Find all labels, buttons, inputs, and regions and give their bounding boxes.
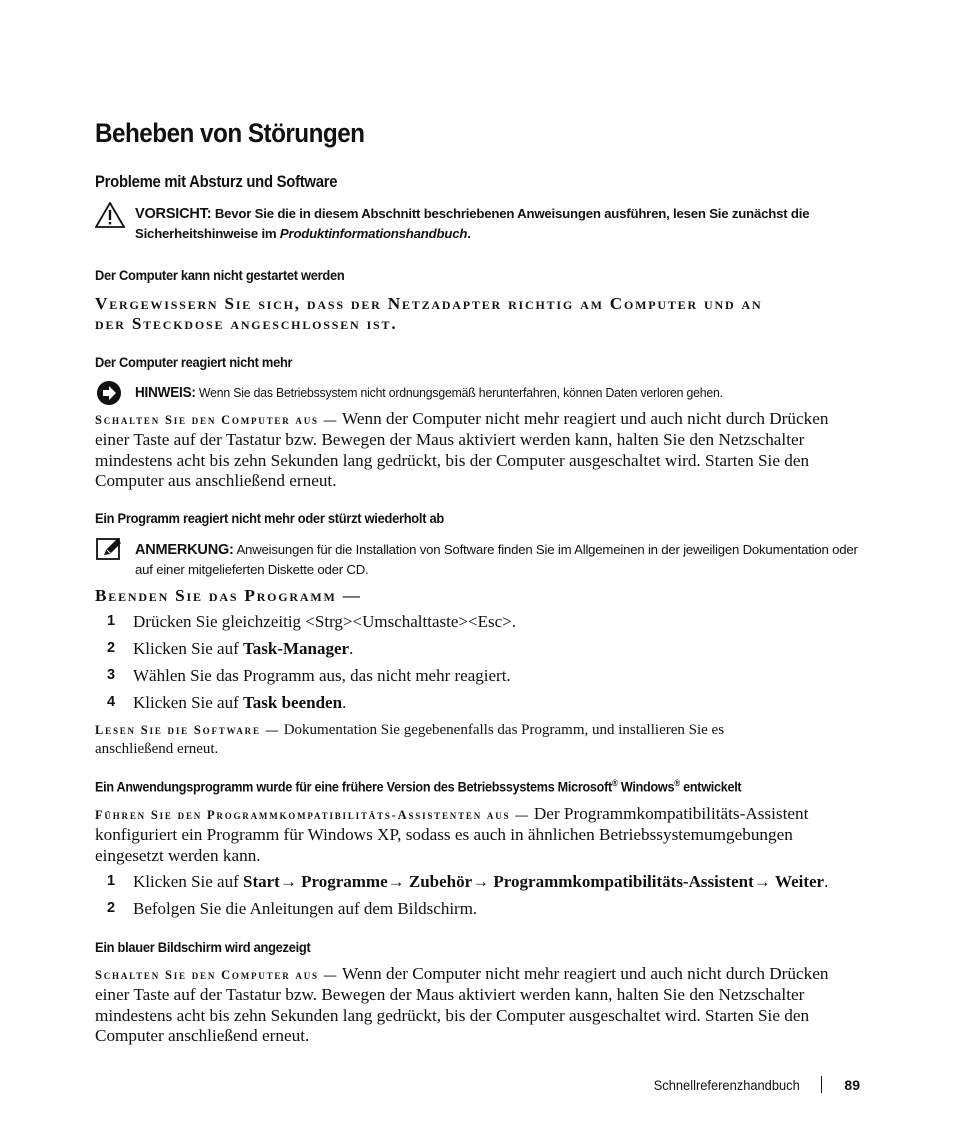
warning-triangle-icon (95, 202, 125, 228)
read-software-body: Lesen Sie die Software — Dokumentation Sie gegebenenfalls das Programm, und installieren Sie es anschließend erneut. (95, 722, 725, 757)
not-responding-lead: Schalten Sie den Computer aus — (95, 413, 339, 427)
notice-text: HINWEIS: Wenn Sie das Betriebssystem nicht ordnungsgemäß herunterfahren, können Daten verloren gehen. (135, 385, 723, 401)
pencil-note-icon (95, 537, 125, 563)
step-item: 2 Befolgen Sie die Anleitungen auf dem Bildschirm. (107, 899, 478, 918)
task-manager-label: Task-Manager (243, 639, 350, 658)
menu-path-next: Weiter (775, 872, 825, 891)
heading-not-responding: Der Computer reagiert nicht mehr (95, 354, 293, 370)
arrow-icon: → (472, 872, 490, 891)
footer-separator (821, 1076, 822, 1093)
menu-path-wizard: Programmkompatibilitäts-Assistent (493, 872, 754, 891)
footer-book-title: Schnellreferenzhandbuch (653, 1077, 800, 1093)
page-title: Beheben von Störungen (95, 118, 365, 148)
no-start-lead: Vergewissern Sie sich, dass der Netzadapter richtig am Computer und an der Steckdose angeschlossen ist. (95, 294, 763, 333)
heading-program-crash: Ein Programm reagiert nicht mehr oder stürzt wiederholt ab (95, 510, 445, 526)
arrow-icon: → (279, 872, 297, 891)
heading-no-start: Der Computer kann nicht gestartet werden (95, 267, 345, 283)
not-responding-body: Schalten Sie den Computer aus — Wenn der Computer nicht mehr reagiert und auch nicht durch Drücken einer Taste auf der Tastatur bzw. Bewegen der Maus aktiviert werden kann, halten Sie den Netzschalter mindestens acht bis zehn Sekunden lang gedrückt, bis der Computer ausgeschaltet wird. Starten Sie den Computer aus anschließend erneut. (95, 409, 829, 491)
menu-path-start: Start (243, 872, 280, 891)
caution-text: VORSICHT: Bevor Sie die in diesem Abschnitt beschriebenen Anweisungen ausführen, lesen Sie zunächst die Sicherheitshinweise im Produktinformationshandbuch. (135, 206, 810, 241)
compatibility-body: Führen Sie den Programmkompatibilitäts-Assistenten aus — Der Programmkompatibilitäts-Assistent konfiguriert ein Programm für Windows XP, sodass es auch in ähnlichen Betriebssystemumgebungen eingesetzt werden kann. (95, 804, 809, 865)
heading-compatibility: Ein Anwendungsprogramm wurde für eine frühere Version des Betriebssystems Microsoft® Windows® entwickelt (95, 778, 742, 795)
blue-screen-body: Schalten Sie den Computer aus — Wenn der Computer nicht mehr reagiert und auch nicht durch Drücken einer Taste auf der Tastatur bzw. Bewegen der Maus aktiviert werden kann, halten Sie den Netzschalter mindestens acht bis zehn Sekunden lang gedrückt, bis der Computer ausgeschaltet wird. Starten Sie den Computer anschließend erneut. (95, 964, 829, 1046)
read-software-lead: Lesen Sie die Software — (95, 723, 280, 737)
step-item: 1 Klicken Sie auf Start→ Programme→ Zubehör→ Programmkompatibilitäts-Assistent→ Weiter. (107, 872, 829, 891)
blue-screen-lead: Schalten Sie den Computer aus — (95, 968, 339, 982)
task-end-label: Task beenden (243, 693, 343, 712)
remark-text: ANMERKUNG: Anweisungen für die Installation von Software finden Sie im Allgemeinen in der jeweiligen Dokumentation oder auf einer mitgelieferten Diskette oder CD. (135, 542, 858, 577)
step-item: 2 Klicken Sie auf Task-Manager. (107, 639, 354, 658)
compatibility-steps (95, 873, 860, 927)
menu-path-programs: Programme (301, 872, 388, 891)
heading-blue-screen: Ein blauer Bildschirm wird angezeigt (95, 939, 311, 955)
step-item: 1 Drücken Sie gleichzeitig <Strg><Umschalttaste><Esc>. (107, 612, 516, 631)
notice-note (95, 380, 860, 406)
end-program-lead: Beenden Sie das Programm — (95, 586, 362, 605)
caution-label: VORSICHT: (135, 206, 212, 222)
arrow-icon: → (753, 872, 771, 891)
step-item: 3 Wählen Sie das Programm aus, das nicht mehr reagiert. (107, 666, 511, 685)
caution-note (95, 202, 860, 246)
arrow-icon: → (387, 872, 405, 891)
section-heading: Probleme mit Absturz und Software (95, 173, 338, 191)
step-item: 4 Klicken Sie auf Task beenden. (107, 693, 347, 712)
menu-path-accessories: Zubehör (408, 872, 473, 891)
notice-label: HINWEIS: (135, 385, 196, 401)
caution-book: Produktinformationshandbuch (279, 226, 468, 241)
notice-icon (95, 380, 125, 406)
remark-label: ANMERKUNG: (135, 542, 234, 558)
page-number: 89 (844, 1077, 860, 1093)
compatibility-lead: Führen Sie den Programmkompatibilitäts-Assistenten aus — (95, 808, 530, 822)
remark-note (95, 537, 860, 581)
end-program-steps (95, 613, 860, 721)
